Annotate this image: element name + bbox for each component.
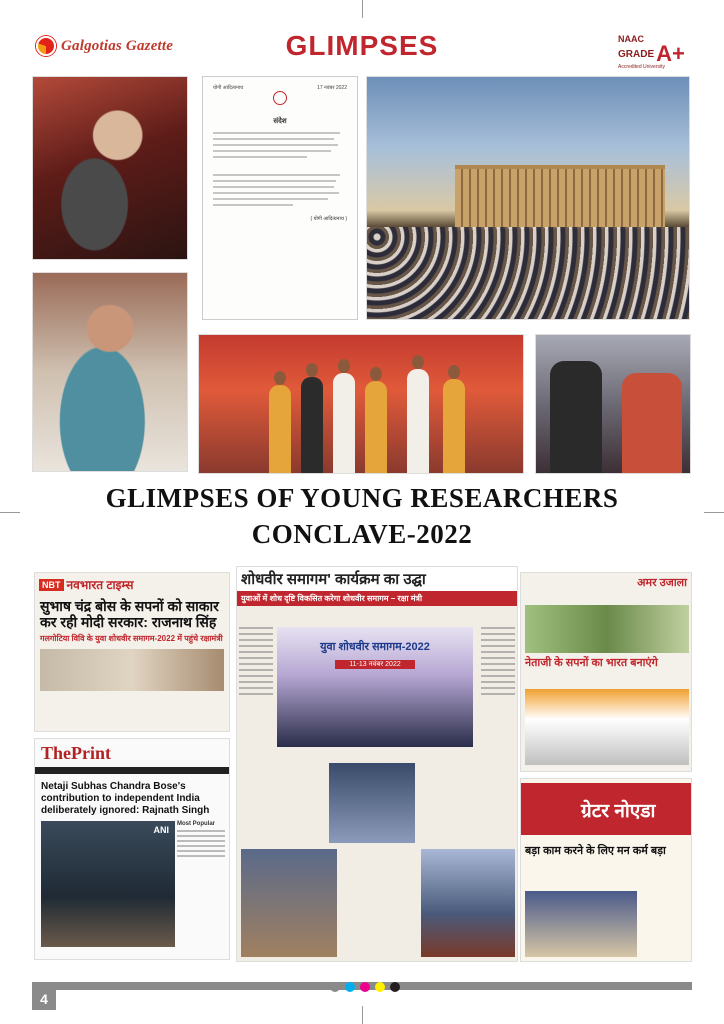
conclave-stage-banner — [277, 627, 473, 747]
stage-person — [333, 373, 355, 473]
theprint-logo: ThePrint — [41, 743, 111, 763]
registration-mark-bottom — [362, 1006, 363, 1024]
greater-noida-banner — [521, 783, 691, 835]
nbt-masthead — [35, 573, 229, 596]
stage-person — [443, 379, 465, 473]
amar-ujala-headline: नेताजी के सपनों का भारत बनाएंगे — [525, 657, 658, 669]
letter-text-line — [213, 132, 340, 134]
naac-grade-label: GRADE — [618, 48, 655, 60]
theprint-headline: Netaji Subhas Chandra Bose's contribution to independent India deliberately ignored: Rajnath Singh — [41, 781, 210, 816]
text-column-right — [481, 623, 515, 699]
gazette-logo-text: Galgotias Gazette — [61, 37, 174, 54]
clipping-greater-noida — [520, 778, 692, 962]
letter-text-line — [213, 204, 293, 206]
photo-woman-in-saree — [32, 272, 188, 472]
conclave-banner-date: 11-13 नवंबर 2022 — [335, 660, 415, 669]
theprint-sidebar-title: Most Popular — [177, 821, 216, 827]
theprint-sidebar-line — [177, 845, 225, 847]
conclave-banner-title: युवा शोधवीर समागम-2022 — [320, 641, 430, 653]
color-swatch-dot — [360, 982, 370, 992]
letter-text-line — [213, 174, 340, 176]
ani-watermark: ANI — [153, 825, 169, 835]
letter-date: 17 नवंबर 2022 — [317, 85, 347, 91]
section-heading — [0, 480, 724, 552]
main-clipping-title: शोधवीर समागम' कार्यक्रम का उद्घा — [237, 567, 517, 591]
photo-stage-lamp-lighting — [198, 334, 524, 474]
amar-ujala-photo — [525, 605, 689, 653]
nbt-name: नवभारत टाइम्स — [66, 578, 134, 592]
clipping-navbharat-times — [34, 572, 230, 732]
naac-grade-value: A+ — [656, 41, 685, 66]
naac-label: NAAC — [618, 34, 644, 44]
color-swatch-dot — [330, 982, 340, 992]
stage-person — [301, 377, 323, 473]
amar-ujala-photo-collage — [525, 689, 689, 765]
stage-person — [365, 381, 387, 473]
cm-message-letter — [202, 76, 358, 320]
building-illustration — [455, 165, 665, 229]
nbt-logo: NBT — [39, 579, 64, 591]
crowd-illustration — [367, 227, 689, 319]
registration-mark-top — [362, 0, 363, 18]
greater-noida-banner-text: ग्रेटर नोएडा — [581, 801, 656, 822]
letter-text-line — [213, 144, 338, 146]
letter-text-line — [213, 150, 331, 152]
letter-text-line — [213, 156, 307, 158]
theprint-photo — [41, 821, 175, 947]
main-clipping-photo-lamp — [241, 849, 337, 957]
theprint-sidebar-line — [177, 855, 225, 857]
print-color-swatches — [330, 982, 400, 992]
text-column-left — [239, 623, 273, 699]
stage-person — [407, 369, 429, 473]
guest-person — [622, 373, 682, 473]
color-swatch-dot — [375, 982, 385, 992]
naac-badge — [618, 34, 692, 70]
stage-person — [269, 385, 291, 473]
letter-text-line — [213, 138, 334, 140]
main-clipping-red-strip: युवाओं में शोध दृष्टि विकसित करेगा शोधवीर समागम – रक्षा मंत्री — [237, 591, 517, 606]
theprint-sidebar-line — [177, 830, 225, 832]
guest-person — [550, 361, 602, 473]
theprint-sidebar-line — [177, 850, 225, 852]
letter-text-line — [213, 198, 328, 200]
photo-elderly-guest — [32, 76, 188, 260]
naac-grade — [618, 41, 692, 66]
up-government-emblem-icon — [273, 91, 287, 105]
theprint-sidebar-line — [177, 835, 225, 837]
letter-text-line — [213, 180, 336, 182]
nbt-subheadline: गलगोटिया विवि के युवा शोधवीर समागम-2022 में पहुंचे रक्षामंत्री — [40, 634, 223, 643]
page-title: GLIMPSES — [285, 30, 439, 61]
main-clipping-photo-guests — [421, 849, 515, 957]
color-swatch-dot — [390, 982, 400, 992]
clipping-amar-ujala — [520, 572, 692, 772]
section-heading-line2: CONCLAVE-2022 — [251, 519, 473, 549]
letter-text-line — [213, 186, 334, 188]
greater-noida-photo — [525, 891, 637, 957]
letter-signature: ( योगी आदित्यनाथ ) — [310, 216, 347, 222]
nbt-photo — [40, 649, 224, 691]
letter-text-line — [213, 192, 339, 194]
theprint-sidebar — [177, 821, 225, 860]
greater-noida-headline: बड़ा काम करने के लिए मन कर्म बड़ा — [525, 845, 666, 857]
section-heading-line1: GLIMPSES OF YOUNG RESEARCHERS — [105, 483, 619, 513]
photo-guests-conversation — [535, 334, 691, 474]
letter-sender: योगी आदित्यनाथ — [213, 85, 244, 91]
naac-subtitle: Accredited University — [618, 64, 665, 70]
theprint-sidebar-line — [177, 840, 225, 842]
theprint-nav-bar — [35, 767, 229, 774]
clipping-main-hindi-paper — [236, 566, 518, 962]
photo-venue-crowd — [366, 76, 690, 320]
main-clipping-photo-speaker — [329, 763, 415, 843]
amar-ujala-logo: अमर उजाला — [637, 577, 687, 589]
letter-title: संदेश — [273, 118, 287, 125]
clipping-theprint — [34, 738, 230, 960]
nbt-headline: सुभाष चंद्र बोस के सपनों को साकार कर रही मोदी सरकार: राजनाथ सिंह — [40, 598, 219, 630]
page-number: 4 — [32, 988, 56, 1010]
color-swatch-dot — [345, 982, 355, 992]
